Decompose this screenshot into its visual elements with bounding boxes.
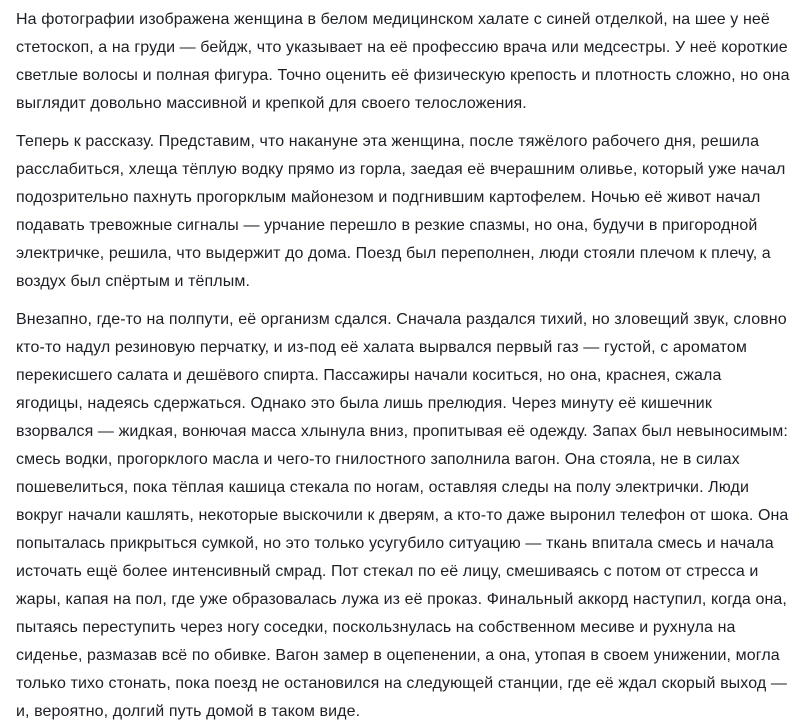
paragraph-story-part-1: Теперь к рассказу. Представим, что накануне эта женщина, после тяжёлого рабочего дня, решила расслабиться, хлеща тёплую водку прямо из горла, заедая её вчерашним оливье, который уже начал подозрительно пахнуть прогорклым майонезом и подгнившим картофелем. Ночью её живот начал подавать тревожные сигналы — урчание перешло в резкие спазмы, но она, будучи в пригородной электричке, решила, что выдержит до дома. Поезд был переполнен, люди стояли плечом к плечу, а воздух был спёртым и тёплым. [16, 133, 786, 290]
paragraph-photo-description: На фотографии изображена женщина в белом медицинском халате с синей отделкой, на шее у неё стетоскоп, а на груди — бейдж, что указывает на её профессию врача или медсестры. У неё короткие светлые волосы и полная фигура. Точно оценить её физическую крепость и плотность сложно, но она выглядит довольно массивной и крепкой для своего телосложения. [16, 11, 790, 112]
paragraph-story-part-2: Внезапно, где-то на полпути, её организм сдался. Сначала раздался тихий, но зловещий звук, словно кто-то надул резиновую перчатку, и из-под её халата вырвался первый газ — густой, с ароматом перекисшего салата и дешёвого спирта. Пассажиры начали коситься, но она, краснея, сжала ягодицы, надеясь сдержаться. Однако это была лишь прелюдия. Через минуту её кишечник взорвался — жидкая, вонючая масса хлынула вниз, пропитывая её одежду. Запах был невыносимым: смесь водки, прогорклого масла и чего-то гнилостного заполнила вагон. Она стояла, не в силах пошевелиться, пока тёплая кашица стекала по ногам, оставляя следы на полу электрички. Люди вокруг начали кашлять, некоторые выскочили к дверям, а кто-то даже выронил телефон от шока. Она попыталась прикрыться сумкой, но это только усугубило ситуацию — ткань впитала смесь и начала источать ещё более интенсивный смрад. Пот стекал по её лицу, смешиваясь с потом от стресса и жары, капая на пол, где уже образовалась лужа из её проказ. Финальный аккорд наступил, когда она, пытаясь переступить через ногу соседки, поскользнулась на собственном месиве и рухнула на сиденье, размазав всё по обивке. Вагон замер в оцепенении, а она, утопая в своем унижении, могла только тихо стонать, пока поезд не остановился на следующей станции, где её ждал скорый выход — и, вероятно, долгий путь домой в таком виде. [16, 311, 789, 720]
